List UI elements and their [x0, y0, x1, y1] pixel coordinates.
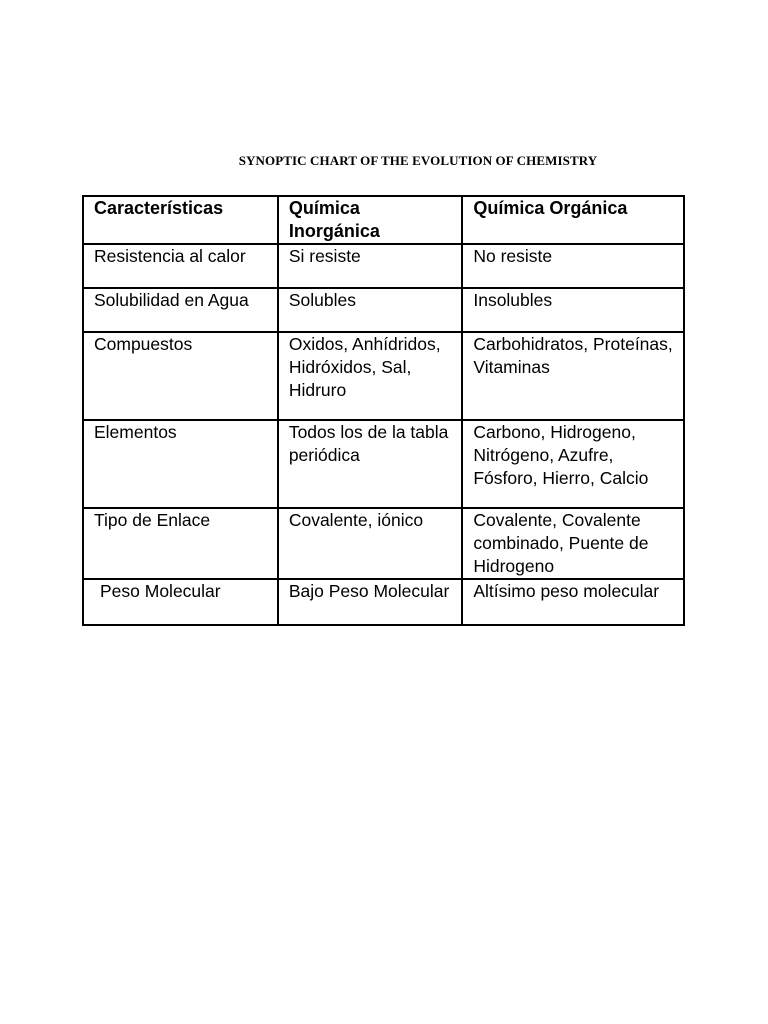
table-row	[83, 244, 684, 288]
table-row	[83, 332, 684, 420]
organic-cell: Covalente, Covalente combinado, Puente de Hidrogeno	[462, 508, 684, 579]
organic-cell: Altísimo peso molecular	[462, 579, 684, 625]
organic-cell: Insolubles	[462, 288, 684, 332]
row-label-cell: Compuestos	[83, 332, 278, 420]
header-quimica-organica: Química Orgánica	[462, 196, 684, 244]
document-title: SYNOPTIC CHART OF THE EVOLUTION OF CHEMISTRY	[238, 153, 598, 168]
row-label-cell: Tipo de Enlace	[83, 508, 278, 579]
row-label-cell: Solubilidad en Agua	[83, 288, 278, 332]
organic-cell: Carbono, Hidrogeno, Nitrógeno, Azufre, Fósforo, Hierro, Calcio	[462, 420, 684, 508]
inorganic-cell: Oxidos, Anhídridos, Hidróxidos, Sal, Hidruro	[278, 332, 463, 420]
organic-cell: Carbohidratos, Proteínas, Vitaminas	[462, 332, 684, 420]
inorganic-cell: Bajo Peso Molecular	[278, 579, 463, 625]
header-quimica-inorganica: Química Inorgánica	[278, 196, 463, 244]
inorganic-cell: Covalente, iónico	[278, 508, 463, 579]
row-label-cell: Peso Molecular	[83, 579, 278, 625]
table-row	[83, 288, 684, 332]
chemistry-comparison-table	[82, 195, 685, 626]
table-row	[83, 508, 684, 579]
header-caracteristicas: Características	[83, 196, 278, 244]
table-header-row	[83, 196, 684, 244]
inorganic-cell: Todos los de la tabla periódica	[278, 420, 463, 508]
row-label-cell: Elementos	[83, 420, 278, 508]
table-row	[83, 420, 684, 508]
inorganic-cell: Si resiste	[278, 244, 463, 288]
table-row	[83, 579, 684, 625]
row-label-cell: Resistencia al calor	[83, 244, 278, 288]
inorganic-cell: Solubles	[278, 288, 463, 332]
organic-cell: No resiste	[462, 244, 684, 288]
